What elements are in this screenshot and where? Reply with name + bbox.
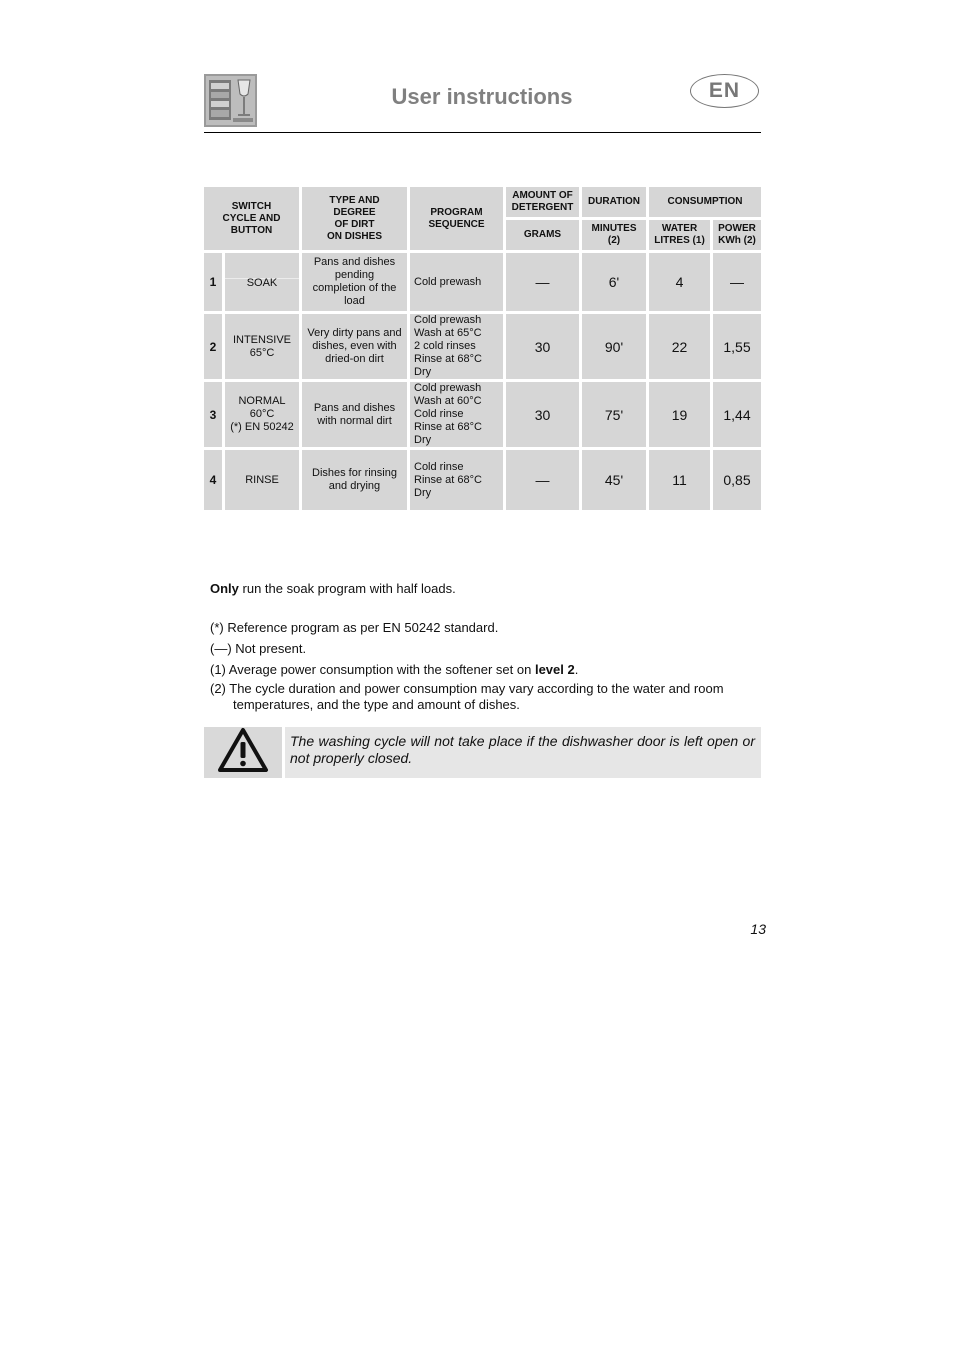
- note-reference-program: (*) Reference program as per EN 50242 standard.: [210, 620, 499, 635]
- warning-triangle-icon: [217, 727, 269, 778]
- th-duration: DURATION: [582, 187, 646, 217]
- note-duration-line1: (2) The cycle duration and power consumption may vary according to the water and room: [210, 681, 724, 696]
- th-water: WATER LITRES (1): [649, 220, 710, 250]
- water-litres: 22: [649, 314, 710, 379]
- duration-minutes: 75': [582, 382, 646, 447]
- row-number: 4: [204, 450, 222, 510]
- th-power: POWER KWh (2): [713, 220, 761, 250]
- dishwasher-logo: [204, 74, 257, 127]
- row-number: 2: [204, 314, 222, 379]
- power-kwh: —: [713, 253, 761, 311]
- th-grams: GRAMS: [506, 220, 579, 250]
- program-sequence: Cold prewash Wash at 60°C Cold rinse Rinse at 68°C Dry: [410, 382, 503, 447]
- warning-message: The washing cycle will not take place if the dishwasher door is left open or not properly closed.: [285, 727, 761, 778]
- th-consumption: CONSUMPTION: [649, 187, 761, 217]
- dirt-description: Pans and dishes pending completion of the load: [302, 253, 407, 311]
- th-minutes: MINUTES (2): [582, 220, 646, 250]
- note-power-consumption: [210, 662, 578, 678]
- detergent-grams: 30: [506, 314, 579, 379]
- th-type: TYPE AND DEGREE OF DIRT ON DISHES: [302, 187, 407, 250]
- note-only-rest: run the soak program with half loads.: [238, 581, 456, 596]
- language-badge: EN: [690, 74, 759, 108]
- row-number: 3: [204, 382, 222, 447]
- power-kwh: 1,55: [713, 314, 761, 379]
- duration-minutes: 45': [582, 450, 646, 510]
- row-number: 1: [204, 253, 222, 311]
- cycle-name: RINSE: [225, 450, 299, 510]
- th-sequence: PROGRAM SEQUENCE: [410, 187, 503, 250]
- dirt-description: Very dirty pans and dishes, even with dried-on dirt: [302, 314, 407, 379]
- detergent-grams: 30: [506, 382, 579, 447]
- duration-minutes: 6': [582, 253, 646, 311]
- program-sequence: Cold prewash: [410, 253, 503, 311]
- th-switch: SWITCH CYCLE AND BUTTON: [204, 187, 299, 250]
- duration-minutes: 90': [582, 314, 646, 379]
- warning-icon-box: [204, 727, 282, 778]
- page-number: 13: [750, 921, 766, 937]
- header-divider: [204, 132, 761, 133]
- program-sequence: Cold rinse Rinse at 68°C Dry: [410, 450, 503, 510]
- th-detergent: AMOUNT OF DETERGENT: [506, 187, 579, 217]
- cycle-name: NORMAL 60°C (*) EN 50242: [225, 382, 299, 447]
- note-not-present: (—) Not present.: [210, 641, 307, 656]
- cycle-name: [225, 253, 299, 311]
- cycle-name: INTENSIVE 65°C: [225, 314, 299, 379]
- note-power-level: level 2: [534, 662, 575, 677]
- dirt-description: Dishes for rinsing and drying: [302, 450, 407, 510]
- note-power-suffix: .: [574, 662, 579, 677]
- note-duration-line2: temperatures, and the type and amount of dishes.: [233, 697, 520, 712]
- water-litres: 4: [649, 253, 710, 311]
- water-litres: 11: [649, 450, 710, 510]
- note-only-bold: Only: [210, 581, 239, 596]
- program-sequence: Cold prewash Wash at 65°C 2 cold rinses Rinse at 68°C Dry: [410, 314, 503, 379]
- note-power-prefix: (1) Average power consumption with the softener set on: [210, 662, 535, 677]
- detergent-grams: —: [506, 253, 579, 311]
- page-title: User instructions: [391, 84, 573, 109]
- water-litres: 19: [649, 382, 710, 447]
- detergent-grams: —: [506, 450, 579, 510]
- power-kwh: 0,85: [713, 450, 761, 510]
- dirt-description: Pans and dishes with normal dirt: [302, 382, 407, 447]
- cycle-name-text: SOAK: [246, 276, 278, 289]
- note-soak-half-loads: [210, 581, 456, 597]
- power-kwh: 1,44: [713, 382, 761, 447]
